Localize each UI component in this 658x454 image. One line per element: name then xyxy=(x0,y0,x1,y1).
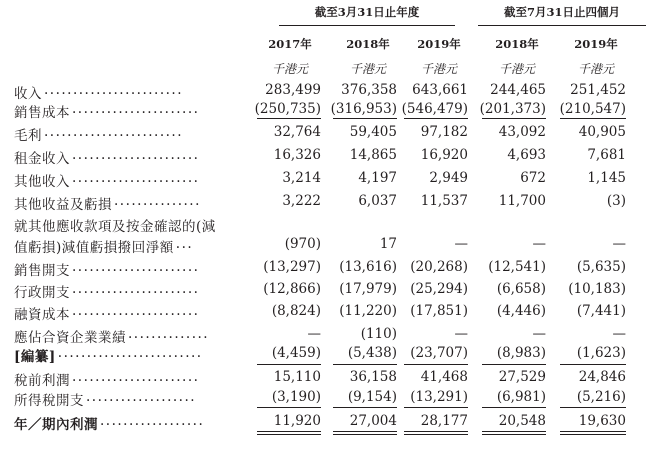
value-cell: 7,681 xyxy=(587,147,626,163)
value-cell: (8,983) xyxy=(496,345,546,361)
value-cell: (17,979) xyxy=(339,281,397,297)
leader-dots: ...................... xyxy=(72,303,200,319)
leader-dots: ...................... xyxy=(72,281,200,297)
rule-after-cost-of-sales-c4 xyxy=(482,118,546,119)
value-cell: (1,623) xyxy=(576,345,626,361)
value-cell: 27,004 xyxy=(349,413,397,429)
value-cell: 17 xyxy=(379,236,397,252)
leader-dots: ................... xyxy=(86,389,197,405)
value-cell: (201,373) xyxy=(479,101,546,117)
row-label: 其他收入 xyxy=(14,174,70,190)
value-cell: 3,222 xyxy=(282,193,321,209)
rule-after-cost-of-sales-c2 xyxy=(333,118,397,119)
row-label: 所得稅開支 xyxy=(14,393,84,409)
value-cell: (6,658) xyxy=(496,281,546,297)
unit-label-2017: 千港元 xyxy=(271,62,308,76)
value-cell: 643,661 xyxy=(412,82,468,98)
row-label: 毛利 xyxy=(14,128,42,144)
row-label: 行政開支 xyxy=(14,285,70,301)
value-cell: (11,220) xyxy=(339,303,397,319)
rule-after-tax-c3 xyxy=(404,407,468,408)
leader-dots: .............. xyxy=(128,326,210,342)
value-cell: 27,529 xyxy=(498,369,546,385)
group-underline-2 xyxy=(478,25,646,26)
row-label: 融資成本 xyxy=(14,307,70,323)
unit-label-2019-period: 千港元 xyxy=(577,62,614,76)
rule-after-cost-of-sales-c3 xyxy=(404,118,468,119)
value-cell: — xyxy=(612,326,626,342)
value-cell: (210,547) xyxy=(559,101,626,117)
leader-dots: ...................... xyxy=(72,369,200,385)
value-cell: 32,764 xyxy=(273,124,321,140)
row-label: 值虧損)減值虧損撥回淨額 xyxy=(14,240,174,256)
rule-after-listing-c5 xyxy=(560,364,626,365)
value-cell: 20,548 xyxy=(498,413,546,429)
value-cell: 3,214 xyxy=(282,170,321,186)
value-cell: (110) xyxy=(360,326,397,342)
value-cell: (17,851) xyxy=(410,303,468,319)
value-cell: (4,446) xyxy=(496,303,546,319)
value-cell: (5,635) xyxy=(576,259,626,275)
value-cell: (13,291) xyxy=(410,389,468,405)
value-cell: 4,693 xyxy=(507,147,546,163)
value-cell: — xyxy=(307,326,321,342)
value-cell: 14,865 xyxy=(349,147,397,163)
value-cell: — xyxy=(532,236,546,252)
rule-after-tax-c4 xyxy=(482,407,546,408)
unit-label-2018-period: 千港元 xyxy=(498,62,535,76)
value-cell: — xyxy=(454,326,468,342)
rule-after-cost-of-sales-c1 xyxy=(257,118,321,119)
value-cell: 2,949 xyxy=(429,170,468,186)
rule-after-cost-of-sales-c5 xyxy=(560,118,626,119)
rule-after-listing-c2 xyxy=(333,364,397,365)
row-label: 稅前利潤 xyxy=(14,373,70,389)
value-cell: (7,441) xyxy=(576,303,626,319)
double-rule-total-c3 xyxy=(404,431,468,435)
value-cell: (13,616) xyxy=(339,259,397,275)
row-label: 銷售成本 xyxy=(14,105,70,121)
leader-dots: .................. xyxy=(100,413,205,429)
value-cell: 16,920 xyxy=(420,147,468,163)
value-cell: 59,405 xyxy=(349,124,397,140)
row-label: 就其他應收款項及按金確認的(減 xyxy=(14,219,216,235)
value-cell: 11,920 xyxy=(273,413,321,429)
leader-dots: ... xyxy=(175,236,194,252)
leader-dots: ......................... xyxy=(57,345,203,361)
value-cell: 251,452 xyxy=(570,82,626,98)
leader-dots: ...................... xyxy=(72,147,200,163)
value-cell: 6,037 xyxy=(358,193,397,209)
value-cell: 28,177 xyxy=(420,413,468,429)
value-cell: (316,953) xyxy=(330,101,397,117)
value-cell: (5,438) xyxy=(347,345,397,361)
value-cell: 97,182 xyxy=(420,124,468,140)
group-header-year-ended: 截至3月31日止年度 xyxy=(314,5,420,19)
value-cell: (13,297) xyxy=(263,259,321,275)
year-header-2018-period: 2018年 xyxy=(495,37,539,51)
group-underline-1 xyxy=(279,25,455,26)
value-cell: 41,468 xyxy=(420,369,468,385)
double-rule-total-c5 xyxy=(560,431,626,435)
year-header-2019-period: 2019年 xyxy=(574,37,618,51)
leader-dots: ............... xyxy=(114,193,201,209)
rule-after-tax-c2 xyxy=(333,407,397,408)
leader-dots: ...................... xyxy=(72,259,200,275)
year-header-2019: 2019年 xyxy=(417,37,461,51)
value-cell: 36,158 xyxy=(349,369,397,385)
row-label: 銷售開支 xyxy=(14,263,70,279)
value-cell: (20,268) xyxy=(410,259,468,275)
row-label: 租金收入 xyxy=(14,151,70,167)
value-cell: 283,499 xyxy=(265,82,321,98)
value-cell: 16,326 xyxy=(273,147,321,163)
value-cell: 376,358 xyxy=(341,82,397,98)
row-label: 應佔合資企業業績 xyxy=(14,330,126,346)
rule-after-listing-c4 xyxy=(482,364,546,365)
rule-after-listing-c1 xyxy=(257,364,321,365)
double-rule-total-c2 xyxy=(333,431,397,435)
double-rule-total-c1 xyxy=(257,431,321,435)
row-label: 其他收益及虧損 xyxy=(14,197,112,213)
value-cell: 19,630 xyxy=(578,413,626,429)
unit-label-2018: 千港元 xyxy=(349,62,386,76)
value-cell: (12,541) xyxy=(488,259,546,275)
value-cell: 43,092 xyxy=(498,124,546,140)
leader-dots: ........................ xyxy=(44,82,183,98)
value-cell: (12,866) xyxy=(263,281,321,297)
year-header-2017: 2017年 xyxy=(268,37,312,51)
value-cell: (5,216) xyxy=(576,389,626,405)
value-cell: 4,197 xyxy=(358,170,397,186)
value-cell: (546,479) xyxy=(401,101,468,117)
value-cell: (6,981) xyxy=(496,389,546,405)
year-header-2018: 2018年 xyxy=(346,37,390,51)
unit-label-2019: 千港元 xyxy=(420,62,457,76)
value-cell: — xyxy=(612,236,626,252)
value-cell: 24,846 xyxy=(578,369,626,385)
value-cell: (8,824) xyxy=(271,303,321,319)
value-cell: (25,294) xyxy=(410,281,468,297)
value-cell: (970) xyxy=(284,236,321,252)
group-header-four-months: 截至7月31日止四個月 xyxy=(503,5,620,19)
value-cell: — xyxy=(454,236,468,252)
value-cell: 244,465 xyxy=(490,82,546,98)
value-cell: 11,537 xyxy=(420,193,468,209)
value-cell: (9,154) xyxy=(347,389,397,405)
value-cell: 11,700 xyxy=(498,193,546,209)
value-cell: — xyxy=(532,326,546,342)
value-cell: (3) xyxy=(606,193,626,209)
row-label: 年／期內利潤 xyxy=(14,417,98,433)
rule-after-tax-c5 xyxy=(560,407,626,408)
row-label: [編纂] xyxy=(14,349,56,365)
leader-dots: ...................... xyxy=(72,101,200,117)
value-cell: (250,735) xyxy=(254,101,321,117)
value-cell: 1,145 xyxy=(587,170,626,186)
value-cell: 40,905 xyxy=(578,124,626,140)
double-rule-total-c4 xyxy=(482,431,546,435)
leader-dots: ...................... xyxy=(72,170,200,186)
value-cell: (4,459) xyxy=(271,345,321,361)
value-cell: (23,707) xyxy=(410,345,468,361)
row-label: 收入 xyxy=(14,86,42,102)
value-cell: 15,110 xyxy=(273,369,321,385)
rule-after-listing-c3 xyxy=(404,364,468,365)
value-cell: 672 xyxy=(520,170,546,186)
value-cell: (10,183) xyxy=(568,281,626,297)
rule-after-tax-c1 xyxy=(257,407,321,408)
value-cell: (3,190) xyxy=(271,389,321,405)
leader-dots: ........................ xyxy=(44,124,183,140)
